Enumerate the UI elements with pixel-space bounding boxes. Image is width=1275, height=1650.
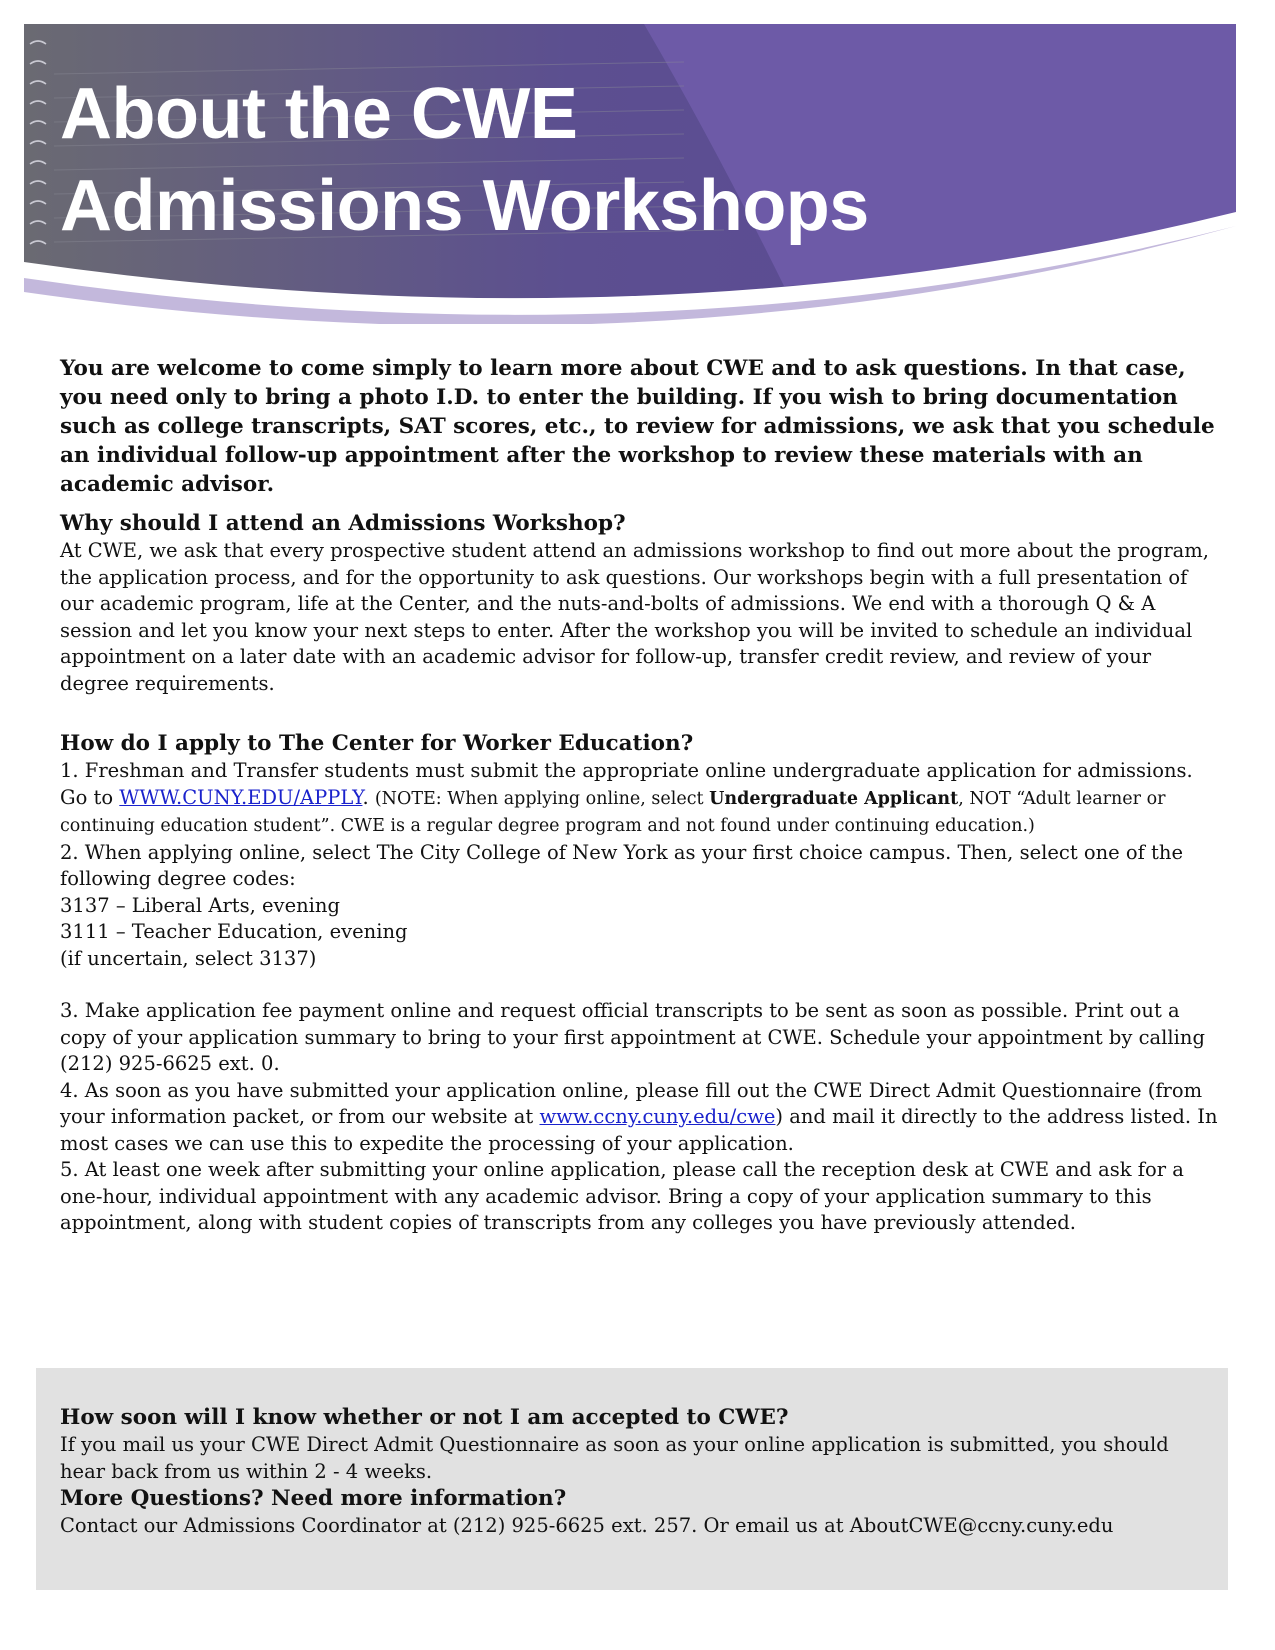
why-body: At CWE, we ask that every prospective student attend an admissions workshop to find out more about the program, the application process, and for the opportunity to ask questions. Our workshops begin with a full presentation of our academic program, life at the Center, and the nuts-and-bolts of admissions. We end with a thorough Q & A session and let you know your next steps to enter. After the workshop you will be invited to schedule an individual appointment on a later date with an academic advisor for follow-up, transfer credit review, and review of your degree requirements. [60,539,1209,695]
why-heading: Why should I attend an Admissions Workshop? [60,511,626,536]
contact-info: Contact our Admissions Coordinator at (212) 925-6625 ext. 257. Or email us at AboutCWE@ccny.cuny.edu [60,1514,1114,1537]
degree-code-item: (if uncertain, select 3137) [60,946,317,970]
title-line-2: Admissions Workshops [60,166,869,246]
degree-code-item: 3111 – Teacher Education, evening [60,920,408,943]
degree-codes [60,893,1220,973]
step-1: 1. Freshman and Transfer students must submit the appropriate online undergraduate application for admissions. Go to WWW.CUNY.EDU/APPLY. (NOTE: When applying online, select Undergraduate Applicant, NOT “Adult learner or continuing education student”. CWE is a regular degree program and not found under continuing education.) [60,759,1193,836]
degree-code-item: 3137 – Liberal Arts, evening [60,893,340,917]
step-5: 5. At least one week after submitting your online application, please call the reception desk at CWE and ask for a one-hour, individual appointment with any academic advisor. Bring a copy of your application summary to this appointment, along with student copies of transcripts from any colleges you have previously attended. [60,1158,1184,1234]
apply-heading: How do I apply to The Center for Worker Education? [60,731,694,756]
intro-paragraph: You are welcome to come simply to learn more about CWE and to ask questions. In that case, you need only to bring a photo I.D. to enter the building. If you wish to bring documentation such as college transcripts, SAT scores, etc., to review for admissions, we ask that you schedule an individual follow-up appointment after the workshop to review these materials with an academic advisor. [60,356,1215,497]
step-2: 2. When applying online, select The City College of New York as your first choice campus. Then, select one of the following degree codes: 3137 – Liberal Arts, evening 3111 – Teacher Education, evening (if uncertain, select 3137) [60,840,1220,973]
header-banner [24,24,1236,324]
step-1-note: (NOTE: When applying online, select Undergraduate Applicant, NOT “Adult learner or continuing education student”. CWE is a regular degree program and not found under continuing education.) [60,788,1166,836]
title-line-1: About the CWE [60,74,578,154]
acceptance-body: If you mail us your CWE Direct Admit Questionnaire as soon as your online application is submitted, you should hear back from us within 2 - 4 weeks. [60,1433,1169,1483]
footer-box [36,1368,1228,1590]
page-title [60,68,869,252]
step-3: 3. Make application fee payment online and request official transcripts to be sent as soon as possible. Print out a copy of your application summary to bring to your first appointment at CWE. Schedule your appointment by calling (212) 925-6625 ext. 0. [60,999,1205,1075]
more-questions-heading: More Questions? Need more information? [60,1486,567,1511]
apply-section [60,730,1220,1237]
cuny-apply-link[interactable]: WWW.CUNY.EDU/APPLY [119,785,363,809]
step-4: 4. As soon as you have submitted your application online, please fill out the CWE Direct Admit Questionnaire (from your information packet, or from our website at www.ccny.cuny.edu/cwe) and mail it directly to the address listed. In most cases we can use this to expedite the processing of your application. [60,1078,1218,1155]
acceptance-heading: How soon will I know whether or not I am accepted to CWE? [60,1405,789,1430]
cwe-website-link[interactable]: www.ccny.cuny.edu/cwe [539,1105,776,1128]
why-section [60,510,1220,697]
